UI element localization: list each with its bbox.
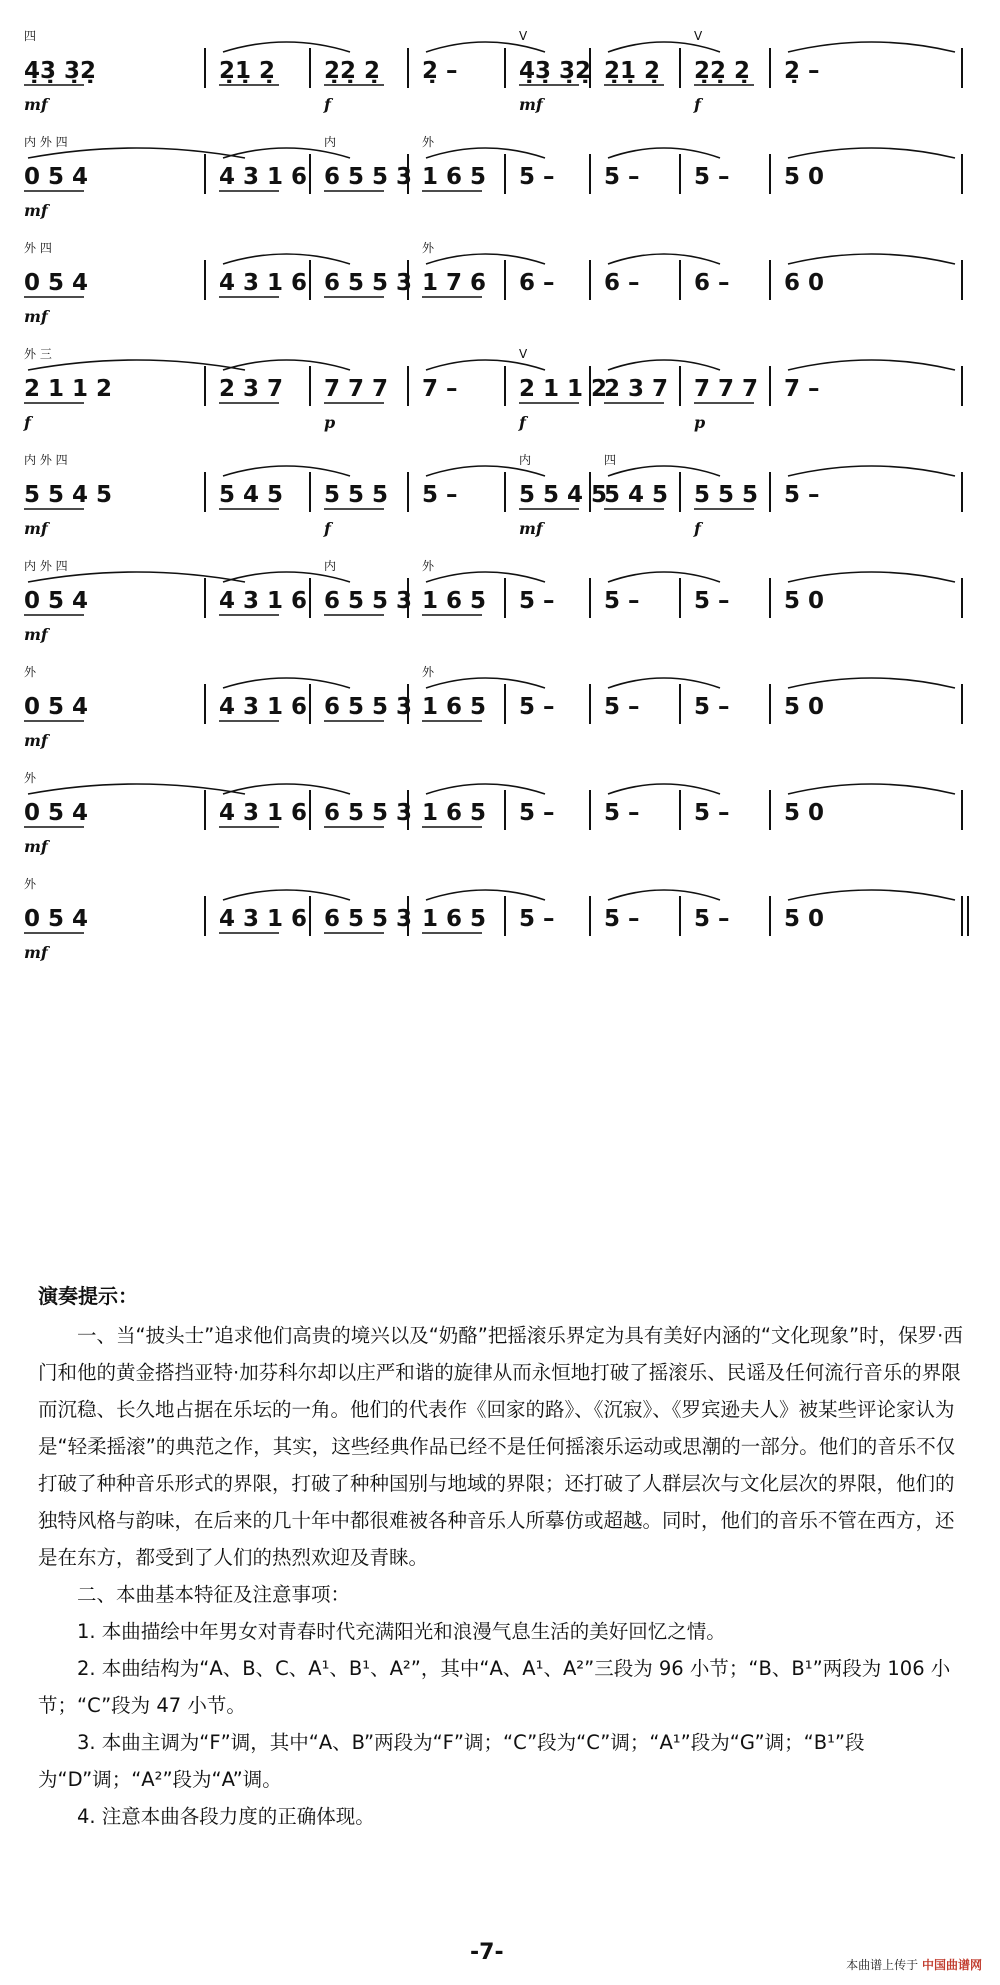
measure-notes: 4 3 1 6 <box>219 906 308 932</box>
fingering-mark: 四 <box>24 29 37 43</box>
measure-notes: 0 5 4 <box>24 164 89 190</box>
fingering-mark: 外 <box>24 771 37 785</box>
measure-notes: 5 – <box>519 588 555 614</box>
fingering-mark: 内 <box>324 559 337 573</box>
slur-mark <box>223 254 350 264</box>
slur-mark <box>223 360 350 370</box>
dynamic-mark: f <box>24 413 31 432</box>
measure-notes: 4̣3̣ 3̣2̣ <box>24 58 97 84</box>
measure-notes: 6 5 5 3 <box>324 694 413 720</box>
notes-paragraph-intro: 一、当“披头士”追求他们高贵的境兴以及“奶酪”把摇滚乐界定为具有美好内涵的“文化现象”时，保罗·西门和他的黄金搭挡亚特·加芬科尔却以庄严和谐的旋律从而永恒地打破了摇滚乐、民谣及任何流行音乐的界限而沉稳、长久地占据在乐坛的一角。他们的代表作《回家的路》、《沉寂》、《罗宾逊夫人》被某些评论家认为是“轻柔摇滚”的典范之作，其实，这些经典作品已经不是任何摇滚乐运动或思潮的一部分。他们的音乐不仅打破了种种音乐形式的界限，打破了种种国别与地域的界限；还打破了人群层次与文化层次的界限，他们的独特风格与韵味，在后来的几十年中都很难被各种音乐人所摹仿或超越。同时，他们的音乐不管在西方，还是在东方，都受到了人们的热烈欢迎及青睐。 <box>38 1324 963 1569</box>
measure-notes: 1 6 5 <box>422 694 487 720</box>
slur-mark <box>223 784 350 794</box>
slur-mark <box>426 784 545 794</box>
slur-mark <box>223 466 350 476</box>
measure-notes: 5 – <box>604 694 640 720</box>
measure-notes: 5 0 <box>784 588 825 614</box>
dynamic-mark: mf <box>24 731 48 750</box>
measure-notes: 2 1 1 2 <box>519 376 608 402</box>
dynamic-mark: mf <box>24 307 48 326</box>
measure-notes: 0 5 4 <box>24 906 89 932</box>
slur-mark <box>788 572 955 582</box>
measure-notes: 4 3 1 6 <box>219 588 308 614</box>
measure-notes: 5 – <box>604 588 640 614</box>
measure-notes: 1 6 5 <box>422 800 487 826</box>
slur-mark <box>223 572 350 582</box>
dynamic-mark: mf <box>519 95 543 114</box>
fingering-mark: 四 <box>604 453 617 467</box>
notes-item-3: 3. 本曲主调为“F”调，其中“A、B”两段为“F”调；“C”段为“C”调；“A¹”段为“G”调；“B¹”段为“D”调；“A²”段为“A”调。 <box>38 1731 865 1791</box>
fingering-mark: 外 三 <box>24 347 52 361</box>
watermark-site-logo: 中国曲谱网 <box>921 1958 982 1972</box>
measure-notes: 5 – <box>694 164 730 190</box>
measure-notes: 5 – <box>519 164 555 190</box>
measure-notes: 5 – <box>604 800 640 826</box>
measure-notes: 5 – <box>519 800 555 826</box>
measure-notes: 5 0 <box>784 164 825 190</box>
slur-mark <box>28 572 245 582</box>
measure-notes: 2 3 7 <box>219 376 284 402</box>
slur-mark <box>608 466 720 476</box>
measure-notes: 4̣3̣ 3̣2̣ <box>519 58 592 84</box>
measure-notes: 2̣2̣ 2̣ <box>694 58 751 84</box>
measure-notes: 5 – <box>422 482 458 508</box>
dynamic-mark: f <box>694 519 701 538</box>
slur-mark <box>28 784 245 794</box>
slur-mark <box>223 148 350 158</box>
measure-notes: 2̣ – <box>422 58 458 84</box>
dynamic-mark: f <box>324 95 331 114</box>
slur-mark <box>426 572 545 582</box>
slur-mark <box>608 678 720 688</box>
slur-mark <box>223 678 350 688</box>
slur-mark <box>608 360 720 370</box>
measure-notes: 1 6 5 <box>422 906 487 932</box>
dynamic-mark: mf <box>24 943 48 962</box>
measure-notes: 4 3 1 6 <box>219 800 308 826</box>
dynamic-mark: mf <box>24 625 48 644</box>
slur-mark <box>608 42 720 52</box>
measure-notes: 5 5 5 <box>324 482 389 508</box>
fingering-mark: 外 <box>422 241 435 255</box>
measure-notes: 6 – <box>519 270 555 296</box>
fingering-mark: V <box>519 29 528 43</box>
dynamic-mark: mf <box>24 95 48 114</box>
dynamic-mark: f <box>694 95 701 114</box>
fingering-mark: 内 外 四 <box>24 135 68 149</box>
page-number: -7- <box>470 1940 504 1965</box>
measure-notes: 0 5 4 <box>24 270 89 296</box>
measure-notes: 6 5 5 3 <box>324 800 413 826</box>
slur-mark <box>608 254 720 264</box>
measure-notes: 0 5 4 <box>24 694 89 720</box>
measure-notes: 7 – <box>784 376 820 402</box>
dynamic-mark: mf <box>24 201 48 220</box>
slur-mark <box>426 42 545 52</box>
slur-mark <box>608 572 720 582</box>
slur-mark <box>788 890 955 900</box>
measure-notes: 6 0 <box>784 270 825 296</box>
measure-notes: 2̣2̣ 2̣ <box>324 58 381 84</box>
measure-notes: 2 1 1 2 <box>24 376 113 402</box>
measure-notes: 2̣ – <box>784 58 820 84</box>
notes-item-2: 2. 本曲结构为“A、B、C、A¹、B¹、A²”，其中“A、A¹、A²”三段为 96 小节；“B、B¹”两段为 106 小节；“C”段为 47 小节。 <box>38 1657 951 1717</box>
measure-notes: 6 5 5 3 <box>324 270 413 296</box>
slur-mark <box>426 890 545 900</box>
measure-notes: 6 5 5 3 <box>324 588 413 614</box>
measure-notes: 5 4 5 <box>604 482 669 508</box>
dynamic-mark: p <box>694 413 706 432</box>
fingering-mark: V <box>694 29 703 43</box>
fingering-mark: 内 <box>324 135 337 149</box>
measure-notes: 5 0 <box>784 694 825 720</box>
slur-mark <box>608 148 720 158</box>
slur-mark <box>788 784 955 794</box>
slur-mark <box>426 148 545 158</box>
notes-item-4: 4. 注意本曲各段力度的正确体现。 <box>77 1805 375 1828</box>
watermark-prefix: 本曲谱上传于 <box>846 1958 919 1972</box>
measure-notes: 2̣1̣ 2̣ <box>219 58 276 84</box>
measure-notes: 6 5 5 3 <box>324 906 413 932</box>
fingering-mark: 外 <box>422 135 435 149</box>
slur-mark <box>223 42 350 52</box>
measure-notes: 5 – <box>694 694 730 720</box>
slur-mark <box>788 148 955 158</box>
measure-notes: 4 3 1 6 <box>219 694 308 720</box>
slur-mark <box>608 784 720 794</box>
measure-notes: 6 – <box>604 270 640 296</box>
fingering-mark: 内 外 四 <box>24 453 68 467</box>
fingering-mark: 内 外 四 <box>24 559 68 573</box>
dynamic-mark: f <box>519 413 526 432</box>
measure-notes: 5 – <box>784 482 820 508</box>
measure-notes: 5 – <box>519 906 555 932</box>
slur-mark <box>788 466 955 476</box>
slur-mark <box>788 678 955 688</box>
measure-notes: 0 5 4 <box>24 588 89 614</box>
notes-section-title: 二、本曲基本特征及注意事项： <box>77 1583 351 1606</box>
measure-notes: 7 7 7 <box>694 376 759 402</box>
notes-item-1: 1. 本曲描绘中年男女对青春时代充满阳光和浪漫气息生活的美好回忆之情。 <box>77 1620 726 1643</box>
measure-notes: 0 5 4 <box>24 800 89 826</box>
measure-notes: 6 5 5 3 <box>324 164 413 190</box>
measure-notes: 7 7 7 <box>324 376 389 402</box>
slur-mark <box>28 148 245 158</box>
site-watermark <box>846 1956 982 1973</box>
measure-notes: 1 6 5 <box>422 588 487 614</box>
dynamic-mark: p <box>324 413 336 432</box>
measure-notes: 5 5 5 <box>694 482 759 508</box>
measure-notes: 5 4 5 <box>219 482 284 508</box>
fingering-mark: 外 <box>422 665 435 679</box>
measure-notes: 5 – <box>604 906 640 932</box>
measure-notes: 4 3 1 6 <box>219 164 308 190</box>
notes-heading: 演奏提示： <box>38 1284 138 1308</box>
slur-mark <box>426 254 545 264</box>
performance-notes <box>38 1278 968 1835</box>
fingering-mark: 外 <box>422 559 435 573</box>
fingering-mark: 外 <box>24 665 37 679</box>
measure-notes: 5 5 4 5 <box>519 482 608 508</box>
measure-notes: 5 0 <box>784 906 825 932</box>
dynamic-mark: f <box>324 519 331 538</box>
dynamic-mark: mf <box>24 837 48 856</box>
slur-mark <box>788 254 955 264</box>
slur-mark <box>426 466 545 476</box>
measure-notes: 6 – <box>694 270 730 296</box>
measure-notes: 4 3 1 6 <box>219 270 308 296</box>
measure-notes: 2 3 7 <box>604 376 669 402</box>
dynamic-mark: mf <box>24 519 48 538</box>
measure-notes: 7 – <box>422 376 458 402</box>
measure-notes: 5 – <box>519 694 555 720</box>
measure-notes: 5 – <box>604 164 640 190</box>
fingering-mark: 外 <box>24 877 37 891</box>
dynamic-mark: mf <box>519 519 543 538</box>
slur-mark <box>426 678 545 688</box>
measure-notes: 5 – <box>694 800 730 826</box>
measure-notes: 5 – <box>694 588 730 614</box>
measure-notes: 5 5 4 5 <box>24 482 113 508</box>
fingering-mark: 内 <box>519 453 532 467</box>
measure-notes: 5 0 <box>784 800 825 826</box>
slur-mark <box>223 890 350 900</box>
slur-mark <box>788 360 955 370</box>
fingering-mark: 外 四 <box>24 241 52 255</box>
slur-mark <box>28 360 245 370</box>
slur-mark <box>788 42 955 52</box>
fingering-mark: V <box>519 347 528 361</box>
measure-notes: 5 – <box>694 906 730 932</box>
measure-notes: 1 7 6 <box>422 270 487 296</box>
slur-mark <box>608 890 720 900</box>
measure-notes: 1 6 5 <box>422 164 487 190</box>
slur-mark <box>426 360 545 370</box>
measure-notes: 2̣1̣ 2̣ <box>604 58 661 84</box>
